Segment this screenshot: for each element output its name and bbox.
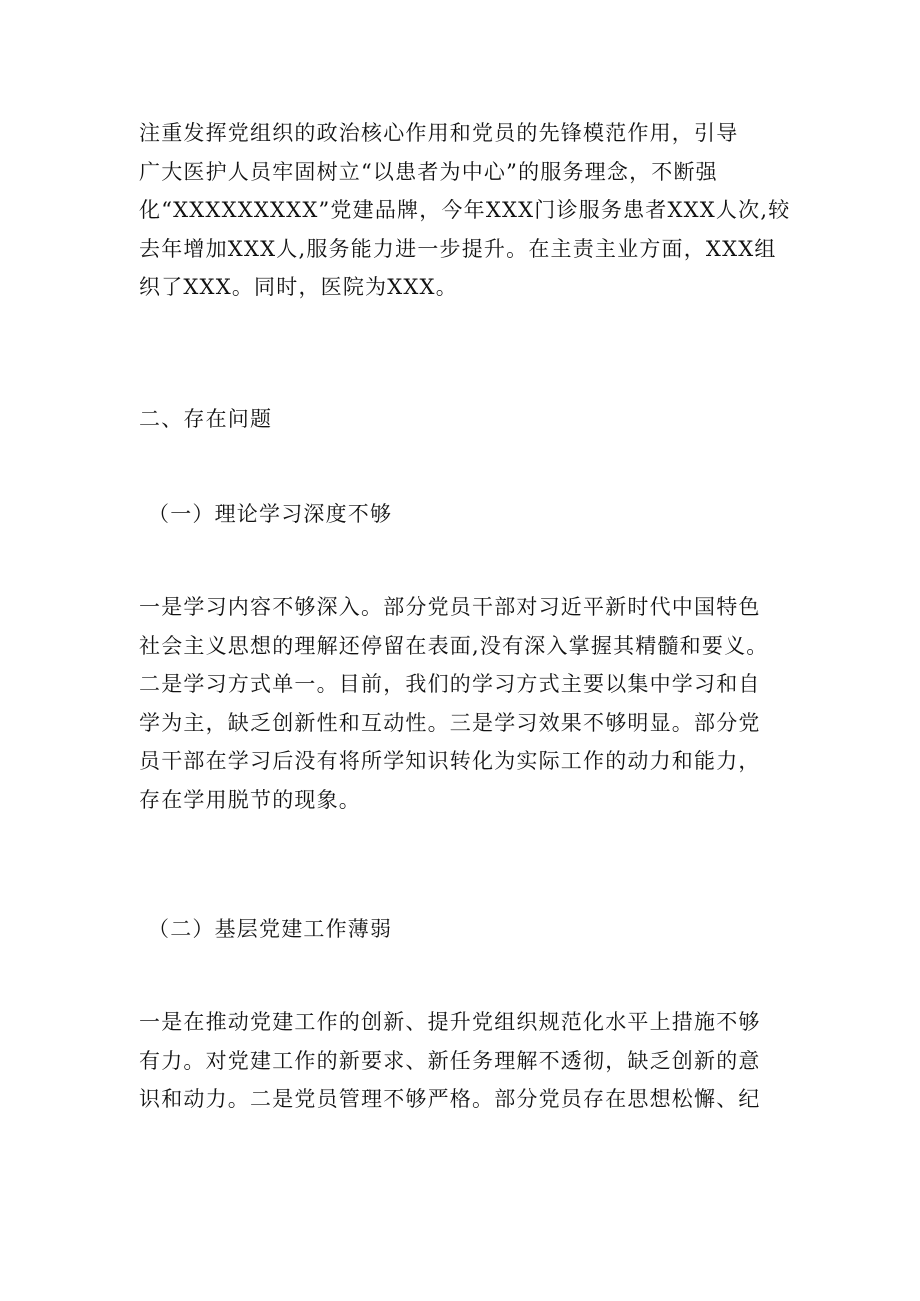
text-line: 广大医护人员牢固树立“以患者为中心”的服务理念，不断强 xyxy=(139,159,718,184)
subheading-grassroots-work: （二）基层党建工作薄弱 xyxy=(148,917,393,941)
text-line: 化“XXXXXXXXX”党建品牌，今年XXX门诊服务患者XXX人次,较 xyxy=(139,198,791,222)
text-line: 社会主义思想的理解还停留在表面,没有深入掌握其精髓和要义。 xyxy=(139,633,769,658)
text-line: 二是学习方式单一。目前，我们的学习方式主要以集中学习和自 xyxy=(139,672,761,696)
text-line: 一是在推动党建工作的创新、提升党组织规范化水平上措施不够 xyxy=(139,1010,761,1034)
body-paragraph-1 xyxy=(139,114,799,307)
text-line: 织了XXX。同时，医院为XXX。 xyxy=(139,275,458,299)
text-line: 学为主，缺乏创新性和互动性。三是学习效果不够明显。部分党 xyxy=(139,710,761,735)
subheading-theory-study: （一）理论学习深度不够 xyxy=(148,502,393,526)
section-heading: 二、存在问题 xyxy=(139,407,273,431)
body-paragraph-3 xyxy=(139,1003,799,1119)
text-line: 员干部在学习后没有将所学知识转化为实际工作的动力和能力， xyxy=(139,749,761,773)
text-line: 有力。对党建工作的新要求、新任务理解不透彻，缺乏创新的意 xyxy=(139,1048,761,1073)
text-line: 存在学用脱节的现象。 xyxy=(139,787,361,812)
text-line: 识和动力。二是党员管理不够严格。部分党员存在思想松懈、纪 xyxy=(139,1087,761,1111)
text-line: 注重发挥党组织的政治核心作用和党员的先锋模范作用，引导 xyxy=(139,121,739,145)
text-line: 去年增加XXX人,服务能力进一步提升。在主责主业方面，XXX组 xyxy=(139,236,777,261)
text-line: 一是学习内容不够深入。部分党员干部对习近平新时代中国特色 xyxy=(139,595,761,619)
body-paragraph-2 xyxy=(139,588,799,819)
